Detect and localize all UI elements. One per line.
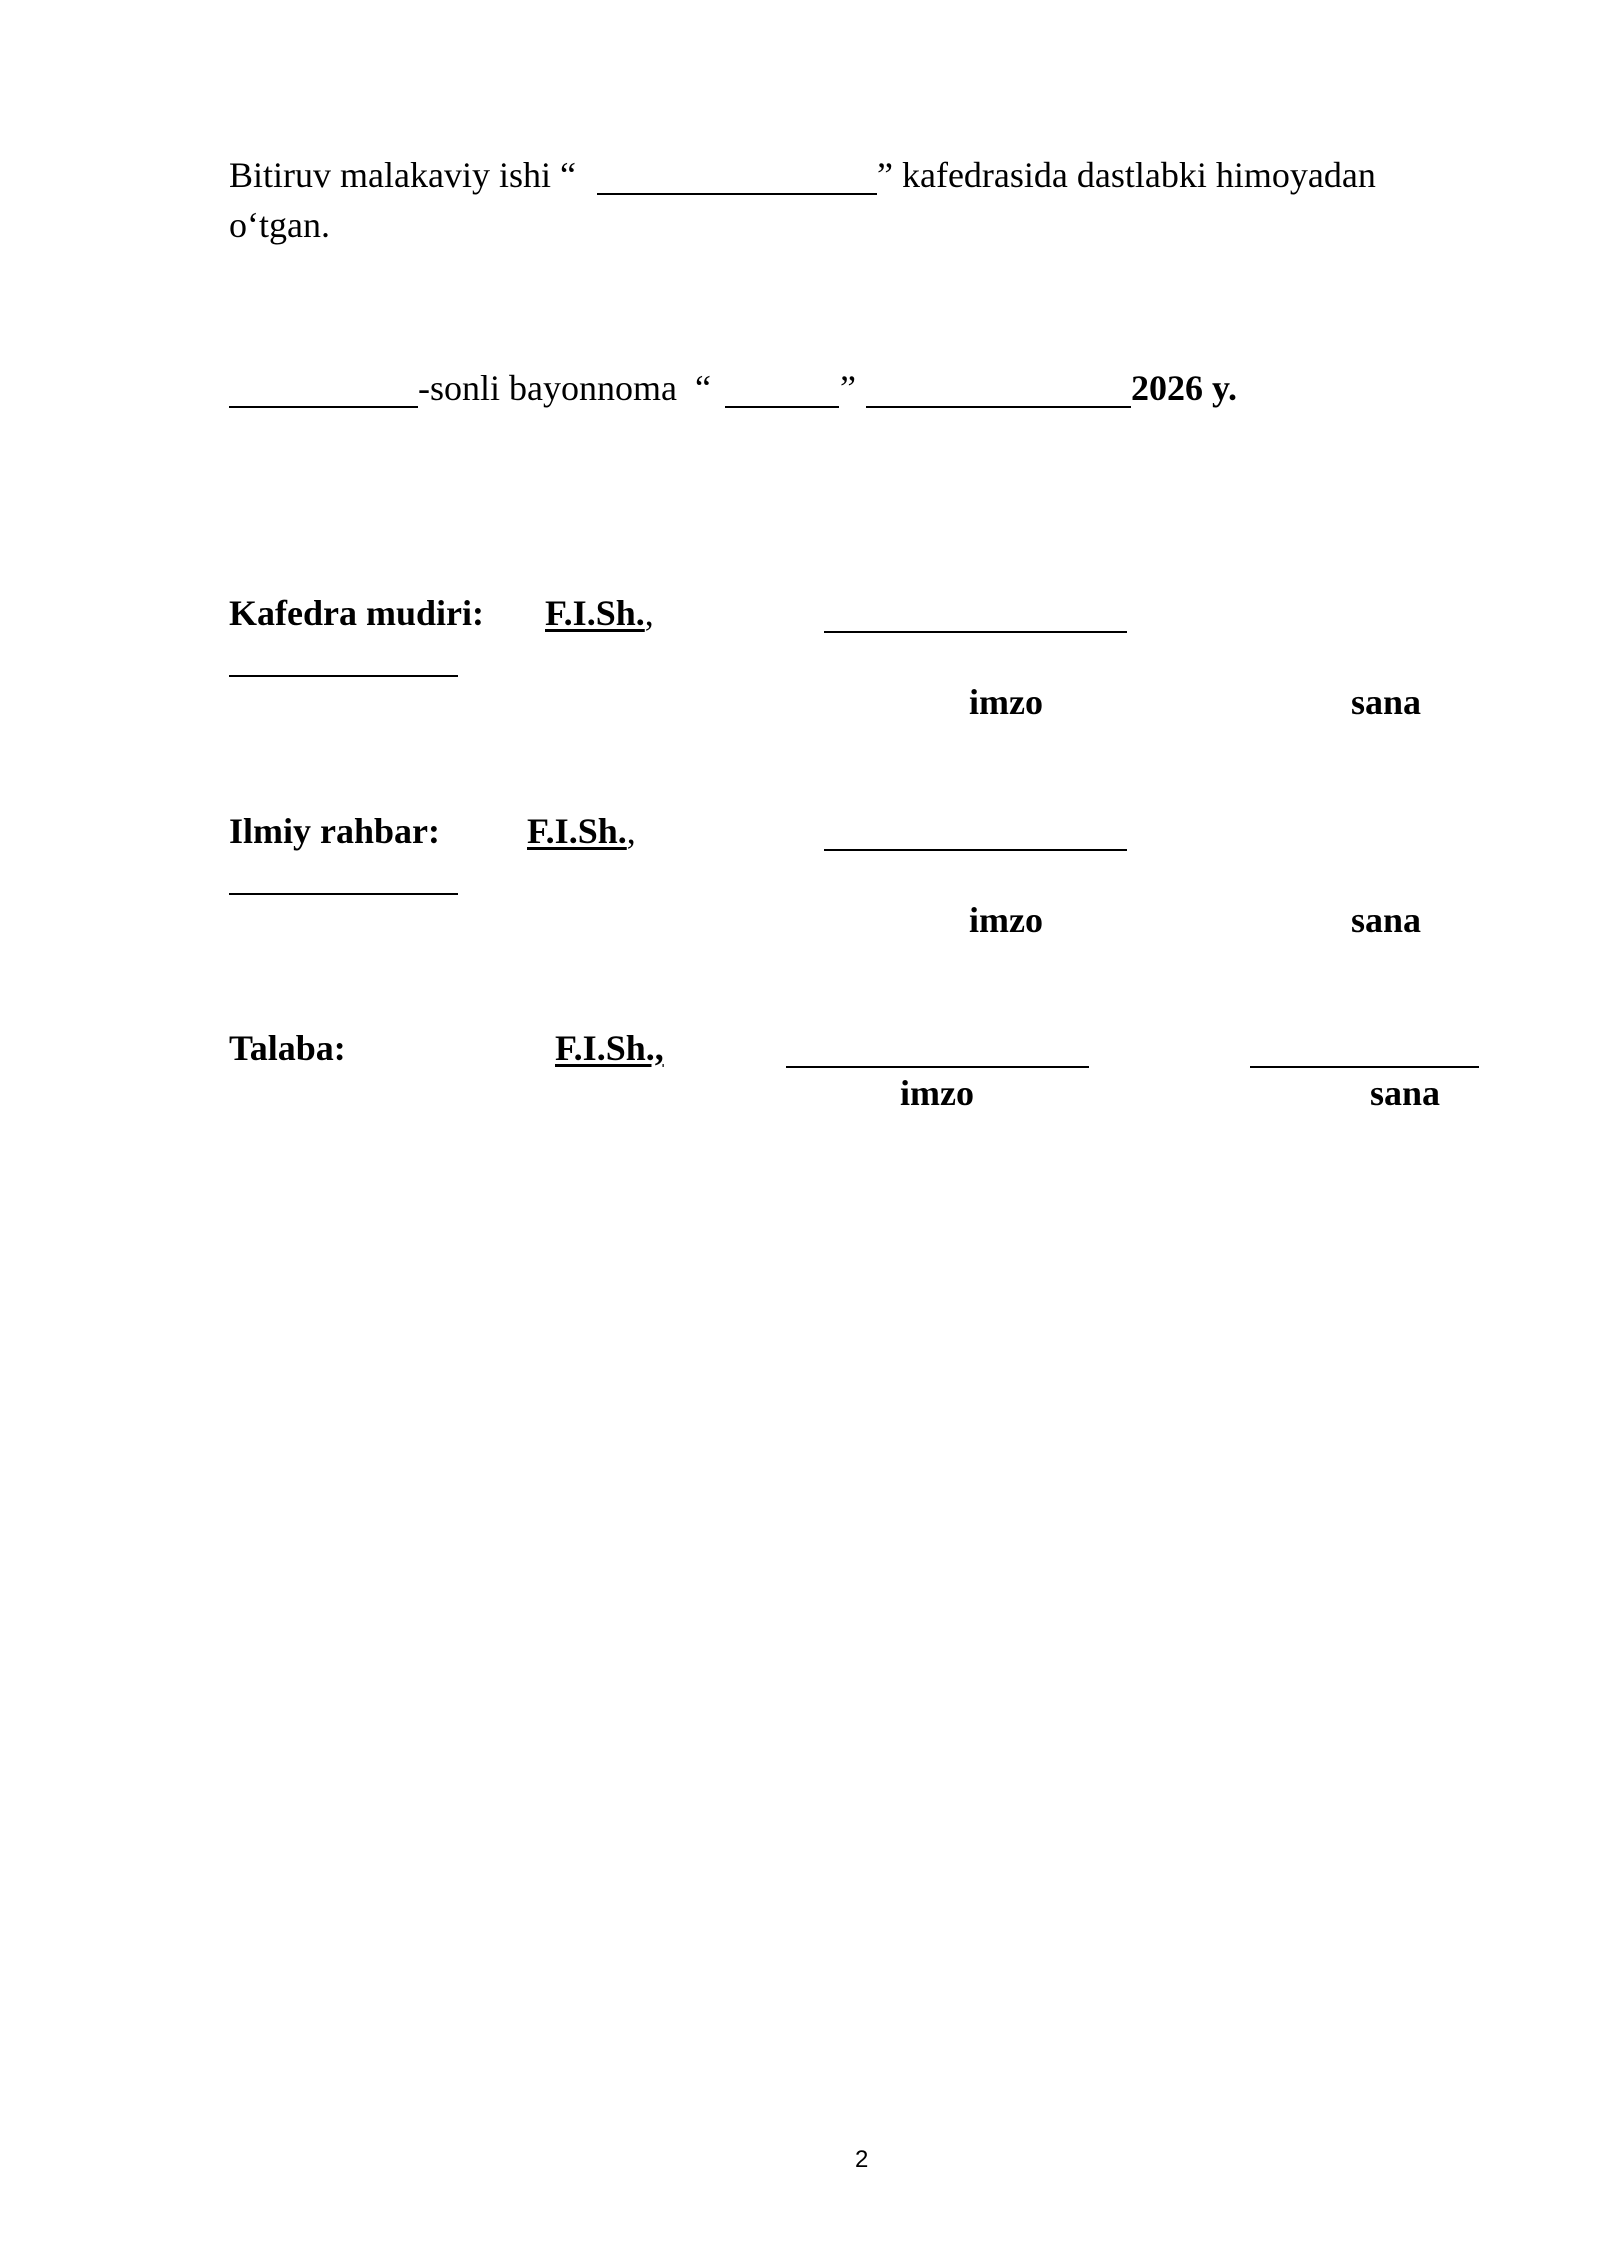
protocol-month-blank: [866, 406, 1131, 408]
signature-role-supervisor: Ilmiy rahbar:: [229, 811, 440, 851]
signature-line-supervisor: [824, 849, 1127, 851]
protocol-number-blank: [229, 406, 418, 408]
protocol-close-quote: ”: [840, 368, 856, 408]
signature-role-student: Talaba:: [229, 1028, 346, 1068]
signature-fish-supervisor: F.I.Sh.,: [527, 811, 636, 851]
sana-label-student: sana: [1370, 1073, 1441, 1113]
sana-label-head: sana: [1351, 682, 1422, 722]
imzo-label-supervisor: imzo: [969, 900, 1043, 940]
signature-role-head: Kafedra mudiri:: [229, 593, 484, 633]
protocol-year: 2026 y.: [1131, 368, 1238, 408]
date-line-head: [229, 675, 458, 677]
protocol-day-blank: [725, 406, 839, 408]
department-blank: [597, 193, 877, 195]
page-number: 2: [855, 2146, 869, 2173]
intro-line2: o‘tgan.: [229, 205, 330, 245]
protocol-text: -sonli bayonnoma “: [418, 368, 711, 408]
imzo-label-student: imzo: [900, 1073, 974, 1113]
sana-label-supervisor: sana: [1351, 900, 1422, 940]
signature-fish-head: F.I.Sh.,: [545, 593, 654, 633]
intro-prefix: Bitiruv malakaviy ishi “: [229, 155, 576, 195]
signature-fish-student: F.I.Sh.,: [555, 1028, 664, 1068]
intro-suffix: ” kafedrasida dastlabki himoyadan: [877, 155, 1376, 195]
signature-line-head: [824, 631, 1127, 633]
date-line-student: [1250, 1066, 1479, 1068]
imzo-label-head: imzo: [969, 682, 1043, 722]
date-line-supervisor: [229, 893, 458, 895]
